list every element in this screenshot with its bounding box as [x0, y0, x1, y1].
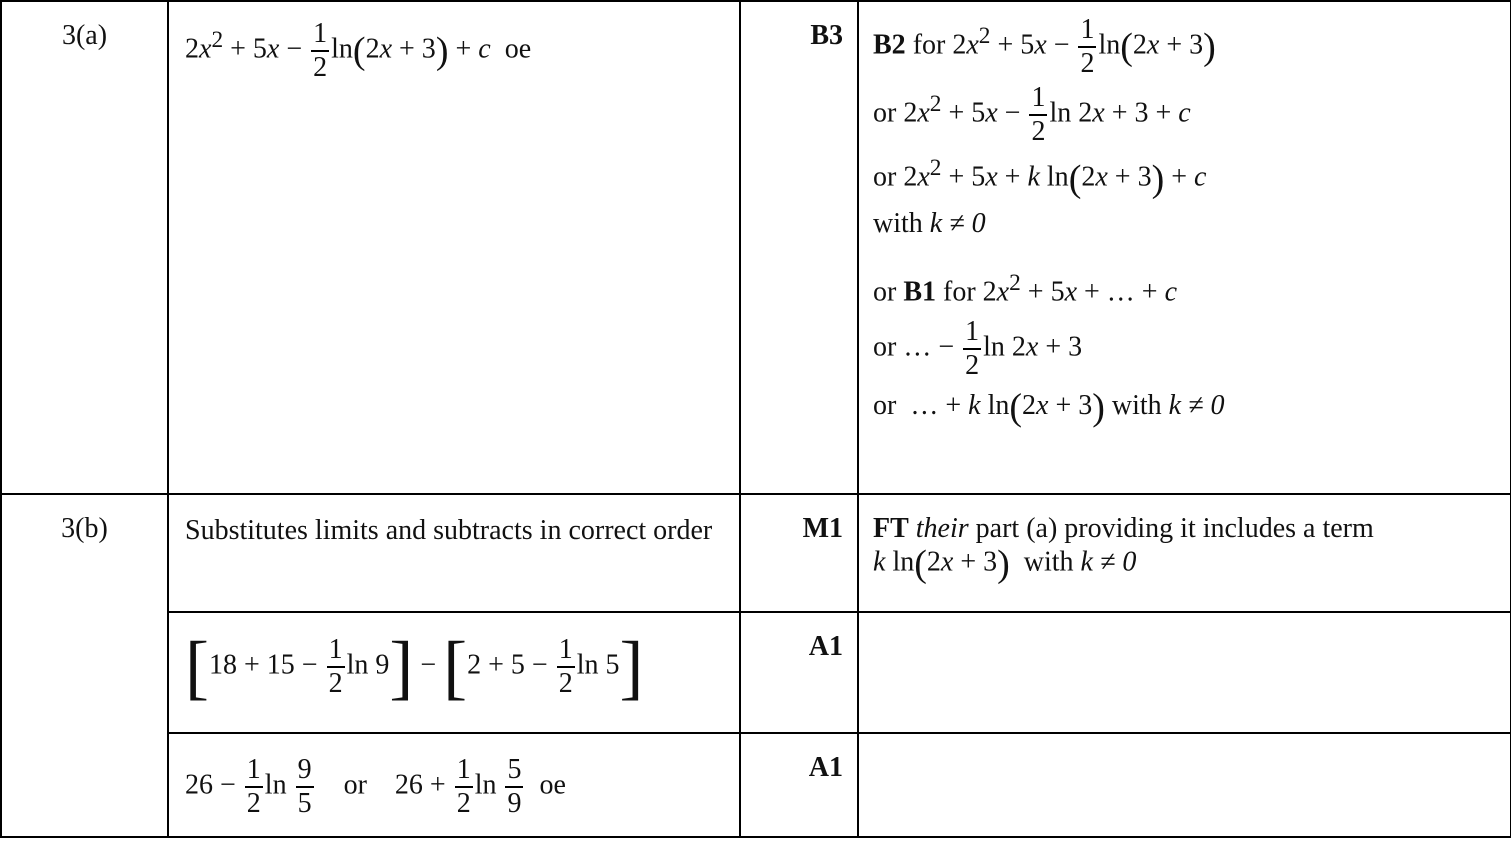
mark-code: A1 [808, 631, 843, 662]
guidance-line-2: or $2x^2 + 5x$ − $\frac{1}{2}$ ln 2x + 3 + c [873, 82, 1191, 147]
guidance-cell [858, 612, 1511, 733]
mark-cell [740, 733, 858, 837]
guidance-line-1: FT their part (a) providing it includes a term [873, 513, 1374, 544]
question-number-cell [1, 1, 168, 494]
guidance-line-6: or … − $\frac{1}{2}$ ln 2x + 3 [873, 315, 1083, 381]
mark-code: M1 [802, 513, 843, 544]
guidance-cell [858, 733, 1511, 837]
guidance-line-4: with k ≠ 0 [873, 207, 986, 239]
row-3b-2 [1, 612, 1511, 733]
guidance-line-5: or B1 for $2x^2 + 5x$ + … + c [873, 270, 1178, 308]
mark-cell [740, 1, 858, 494]
guidance-line-3: or $2x^2 + 5x + k$ ln(2x + 3) + c [873, 155, 1207, 200]
mark-cell [740, 612, 858, 733]
answer-expression: 26 − $\frac{1}{2}$ ln $\frac{9}{5}$ or 26 + $\frac{1}{2}$ ln $\frac{5}{9}$ oe [185, 754, 566, 819]
oe-label: oe [504, 33, 532, 65]
guidance-line-7: or … + k ln(2x + 3) with k ≠ 0 [873, 386, 1225, 429]
question-number-cell [1, 494, 168, 837]
answer-text: Substitutes limits and subtracts in correct order [185, 515, 713, 546]
row-3b-1 [1, 494, 1511, 612]
mark-code: A1 [808, 752, 843, 783]
row-3b-3 [1, 733, 1511, 837]
answer-cell [168, 733, 740, 837]
answer-expression: $2x^2 + 5x$ − $\frac{1}{2}$ ln(2x + 3) + c oe [185, 18, 532, 83]
row-3a [1, 1, 1511, 494]
guidance-line-2: k ln(2x + 3) with k ≠ 0 [873, 543, 1137, 585]
answer-cell [168, 494, 740, 612]
guidance-cell [858, 494, 1511, 612]
answer-expression: [18 + 15 − $\frac{1}{2}$ ln 9] − [2 + 5 − $\frac{1}{2}$ ln 5] [185, 627, 644, 707]
answer-cell [168, 612, 740, 733]
question-number: 3(b) [61, 513, 108, 544]
mark-code: B3 [810, 20, 843, 51]
guidance-line-1: B2 for $2x^2 + 5x$ − $\frac{1}{2}$ ln(2x + 3) [873, 14, 1216, 79]
mark-cell [740, 494, 858, 612]
guidance-cell [858, 1, 1511, 494]
question-number: 3(a) [61, 20, 108, 51]
answer-cell [168, 1, 740, 494]
